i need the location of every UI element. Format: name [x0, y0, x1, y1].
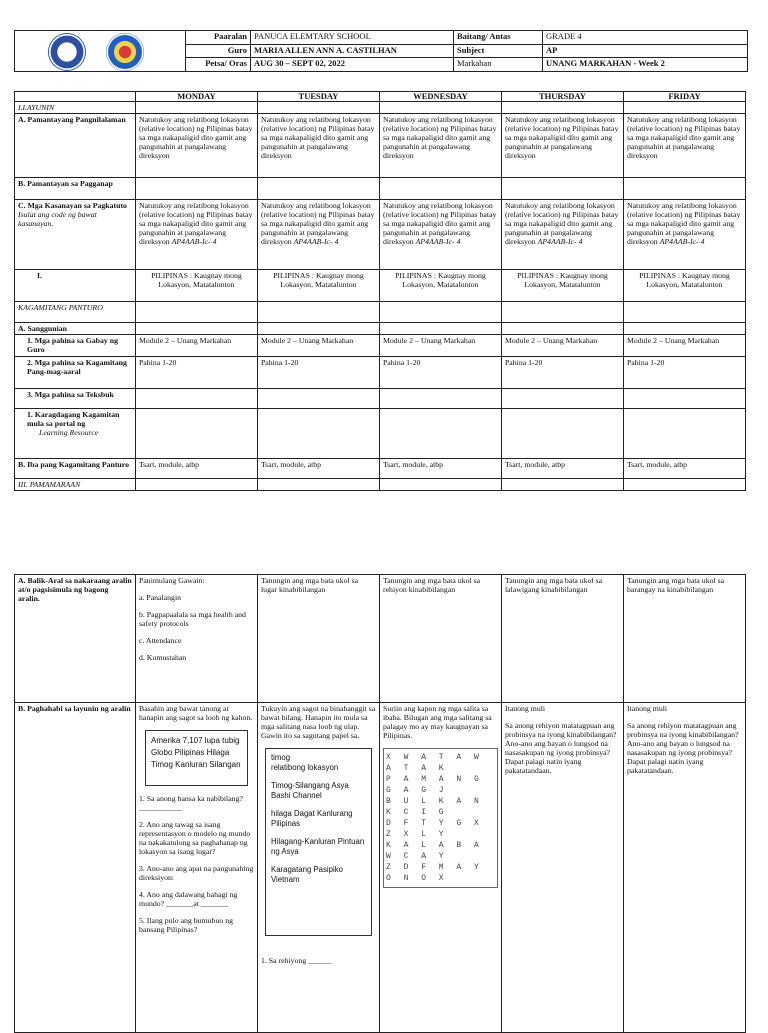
row-label-teksbuk: 3. Mga pahina sa Teksbuk	[15, 389, 136, 409]
school-label: Paaralan	[186, 31, 251, 45]
review-mon-item: a. Panalangin	[139, 593, 182, 602]
logo-cell	[15, 31, 186, 72]
question-item: 5. Ilang pulo ang bumubuo ng bansang Pilipinas?	[139, 916, 233, 934]
guide-thu: Module 2 – Unang Markahan	[501, 335, 623, 357]
guide-fri: Module 2 – Unang Markahan	[623, 335, 745, 357]
word-search-grid	[383, 748, 498, 888]
topic-fri: PILIPINAS : Kaugnay mong Lokasyon, Matatalunton	[623, 270, 745, 302]
motivation-wed	[380, 703, 502, 1033]
motivation-fri-title: Itanong muli	[627, 704, 668, 713]
review-mon-item: d. Kumustahan	[139, 653, 187, 662]
topic-wed: PILIPINAS : Kaugnay mong Lokasyon, Matatalunton	[379, 270, 501, 302]
pages-mon: Pahina 1-20	[135, 357, 257, 389]
day-header-monday: MONDAY	[135, 92, 257, 102]
review-mon-item: c. Attendance	[139, 636, 182, 645]
motivation-wed-intro: Suriin ang kapon ng mga salita sa ibaba. Bilugan ang mga salitang sa palagay mo ay may kaugnayan sa Pilipinas.	[383, 704, 492, 740]
word-search-row: D F T Y G X Z X L Y	[386, 819, 483, 839]
quarter-label: Markahan	[454, 58, 543, 72]
row-label-kasanayan	[15, 200, 136, 270]
review-mon-item: b. Pagpapaalala sa mga health and safety protocols	[139, 610, 246, 628]
learning-resource-label: Learning Resource	[39, 428, 99, 437]
review-mon	[136, 575, 258, 703]
section-layunin: I.LAYUNIN	[15, 102, 136, 114]
motivation-thu	[502, 703, 624, 1033]
topic-thu: PILIPINAS : Kaugnay mong Lokasyon, Matatalunton	[501, 270, 623, 302]
row-label-pamantayan-sa-pagganap: B. Pamantayan sa Pagganap	[15, 178, 136, 200]
kasanayan-note: Isulat ang code ng bawat kasanayan.	[18, 210, 97, 228]
section-pamamaraan: III. PAMAMARAAN	[15, 479, 136, 491]
guide-tue: Module 2 – Unang Markahan	[257, 335, 379, 357]
word-item: Karagatang Pasipiko Vietnam	[271, 865, 343, 884]
word-box-mon: Amerika 7,107 lupa tubig Globo Pilipinas Hilaga Timog Kanluran Silangan	[145, 730, 248, 786]
quarter-value: UNANG MARKAHAN - Week 2	[543, 58, 748, 72]
topic-mon: PILIPINAS : Kaugnay mong Lokasyon, Matatalunton	[135, 270, 257, 302]
teacher-label: Guro	[186, 44, 251, 58]
word-item: timog	[271, 753, 291, 762]
content-standard-thu: Natutukoy ang relatibong lokasyon (relative location) ng Pilipinas batay sa mga nakapaligid dito gamit ang pangunahin at pangalawang direksyon	[501, 114, 623, 178]
word-box-tue	[265, 748, 372, 936]
word-item: relatibong lokasyon	[271, 763, 339, 772]
row-label-pamantayang-pangnilalaman: A. Pamantayang Pangnilalaman	[15, 114, 136, 178]
materials-tue: Tsart, module, atbp	[257, 459, 379, 479]
review-wed: Tanungin ang mga bata ukol sa rehiyon kinabibilangan	[380, 575, 502, 703]
subject-value: AP	[543, 44, 748, 58]
content-standard-mon: Natutukoy ang relatibong lokasyon (relative location) ng Pilipinas batay sa mga nakapaligid dito gamit ang pangunahin at pangalawang direksyon	[135, 114, 257, 178]
topic-tue: PILIPINAS : Kaugnay mong Lokasyon, Matatalunton	[257, 270, 379, 302]
procedure-grid	[14, 574, 746, 1033]
karagdagang-label: 1. Karagdagang Kagamitan mula sa portal ng	[27, 410, 120, 428]
question-item: 1. Sa anong bansa ka nabibilang? ___________	[139, 794, 243, 812]
review-mon-title: Panimulang Gawain:	[139, 576, 205, 585]
teacher-value: MARIA ALLEN ANN A. CASTILHAN	[251, 44, 454, 58]
motivation-fri-text: Sa anong rehiyon matatagpuan ang probinsya na iyong kinabibilangan? Ano-ano ang bayan o lungsod na nasasakupan ng iyong probinsya? Dapat palagi natin iyang pakatatandaan.	[627, 721, 739, 775]
motivation-tue-intro: Tukuyin ang sagot na binabanggit sa bawat bilang. Hanapin ito mula sa mga salitang nasa loob ng ulap. Gawin ito sa sagutang papel sa.	[261, 704, 376, 740]
question-item: 1. Sa rehiyong ______	[261, 956, 332, 965]
day-header-tuesday: TUESDAY	[257, 92, 379, 102]
word-item: Timog-Silangang Asya Bashi Channel	[271, 781, 349, 800]
motivation-thu-title: Itanong muli	[505, 704, 546, 713]
school-value: PANUCA ELEMTARY SCHOOL	[251, 31, 454, 45]
motivation-fri	[624, 703, 746, 1033]
guide-mon: Module 2 – Unang Markahan	[135, 335, 257, 357]
materials-mon: Tsart, module, atbp	[135, 459, 257, 479]
content-standard-tue: Natutukoy ang relatibong lokasyon (relative location) ng Pilipinas batay sa mga nakapaligid dito gamit ang pangunahin at pangalawang direksyon	[257, 114, 379, 178]
word-item: hilaga Dagat Kanlurang Pilipinas	[271, 809, 353, 828]
review-tue: Tanungin ang mga bata ukol sa lugar kinabibilangan	[258, 575, 380, 703]
grade-value: GRADE 4	[543, 31, 748, 45]
header-table	[14, 30, 748, 72]
materials-thu: Tsart, module, atbp	[501, 459, 623, 479]
motivation-mon	[136, 703, 258, 1033]
section-kagamitang-panturo: KAGAMITANG PANTURO	[15, 302, 136, 323]
materials-fri: Tsart, module, atbp	[623, 459, 745, 479]
date-label: Petsa/ Oras	[186, 58, 251, 72]
row-label-kagamitang-pang-mag-aaral: 2. Mga pahina sa Kagamitang Pang-mag-aaral	[15, 357, 136, 389]
word-search-row: B U L K A N K C I G	[386, 797, 483, 817]
word-item: Hilagang-Kanluran Pintuan ng Asya	[271, 837, 365, 856]
competency-thu: Natutukoy ang relatibong lokasyon (relative location) ng Pilipinas batay sa mga nakapaligid dito gamit ang pangunahin at pangalawang direksyon AP4AAB-Ic- 4	[501, 200, 623, 270]
pages-wed: Pahina 1-20	[379, 357, 501, 389]
question-item: 2. Ano ang tawag sa isang representasyon o modelo ng mundo na nakakatulong sa paghahanap ng lokasyon sa isang lugar?	[139, 820, 251, 856]
row-label-balik-aral: A. Balik-Aral sa nakaraang aralin at/o pagsisimula ng bagong aralin.	[15, 575, 136, 703]
word-search-row: P A M A N G G A G J	[386, 775, 483, 795]
competency-wed: Natutukoy ang relatibong lokasyon (relative location) ng Pilipinas batay sa mga nakapaligid dito gamit ang pangunahin at pangalawang direksyon AP4AAB-Ic- 4	[379, 200, 501, 270]
review-fri: Tanungin ang mga bata ukol sa barangay na kinabibilangan	[624, 575, 746, 703]
day-header-wednesday: WEDNESDAY	[379, 92, 501, 102]
row-label-nilalaman: I.	[15, 270, 136, 302]
row-label-paghahabi: B. Paghahabi sa layunin ng aralin	[15, 703, 136, 1033]
word-search-row: X W A T A W A T A K	[386, 753, 483, 773]
question-item: 3. Ano-ano ang apat na pangunahing direksiyon:	[139, 864, 254, 882]
motivation-thu-text: Sa anong rehiyon matatagpuan ang probinsya na iyong kinabibilangan? Ano-ano ang bayan o lungsod na nasasakupan ng iyong probinsya? Dapat palagi natin iyang pakatatandaan.	[505, 721, 617, 775]
motivation-tue	[258, 703, 380, 1033]
row-label-sanggunian: A. Sanggunian	[15, 323, 136, 335]
day-header-friday: FRIDAY	[623, 92, 745, 102]
materials-wed: Tsart, module, atbp	[379, 459, 501, 479]
subject-label: Subject	[454, 44, 543, 58]
content-standard-wed: Natutukoy ang relatibong lokasyon (relative location) ng Pilipinas batay sa mga nakapaligid dito gamit ang pangunahin at pangalawang direksyon	[379, 114, 501, 178]
content-standard-fri: Natutukoy ang relatibong lokasyon (relative location) ng Pilipinas batay sa mga nakapaligid dito gamit ang pangunahin at pangalawang direksyon	[623, 114, 745, 178]
row-label-karagdagang-kagamitan	[15, 409, 136, 459]
competency-fri: Natutukoy ang relatibong lokasyon (relative location) ng Pilipinas batay sa mga nakapaligid dito gamit ang pangunahin at pangalawang direksyon AP4AAB-Ic- 4	[623, 200, 745, 270]
lesson-plan-grid	[14, 91, 746, 491]
review-thu: Tanungin ang mga bata ukol sa lalawigang kinabibilangan	[502, 575, 624, 703]
day-header-thursday: THURSDAY	[501, 92, 623, 102]
competency-tue: Natutukoy ang relatibong lokasyon (relative location) ng Pilipinas batay sa mga nakapaligid dito gamit ang pangunahin at pangalawang direksyon AP4AAB-Ic- 4	[257, 200, 379, 270]
row-label-gabay-ng-guro: 1. Mga pahina sa Gabay ng Guro	[15, 335, 136, 357]
row-label-iba-pang-kagamitan: B. Iba pang Kagamitang Panturo	[15, 459, 136, 479]
pages-fri: Pahina 1-20	[623, 357, 745, 389]
competency-mon: Natutukoy ang relatibong lokasyon (relative location) ng Pilipinas batay sa mga nakapaligid dito gamit ang pangunahin at pangalawang direksyon AP4AAB-Ic- 4	[135, 200, 257, 270]
guide-wed: Module 2 – Unang Markahan	[379, 335, 501, 357]
word-search-row: Z D F M A Y O N O X	[386, 863, 483, 883]
pages-thu: Pahina 1-20	[501, 357, 623, 389]
kasanayan-label: C. Mga Kasanayan sa Pagkatuto	[18, 201, 127, 210]
corner-cell	[15, 92, 136, 102]
date-value: AUG 30 – SEPT 02, 2022	[251, 58, 454, 72]
question-item: 4. Ano ang dalawang bahagi ng mundo? _______at _______	[139, 890, 238, 908]
word-search-row: K A L A B A W C A Y	[386, 841, 483, 861]
grade-label: Baitang/ Antas	[454, 31, 543, 45]
pages-tue: Pahina 1-20	[257, 357, 379, 389]
motivation-mon-intro: Basahin ang bawat tanong at hanapin ang sagot sa loob ng kahon.	[139, 704, 253, 722]
